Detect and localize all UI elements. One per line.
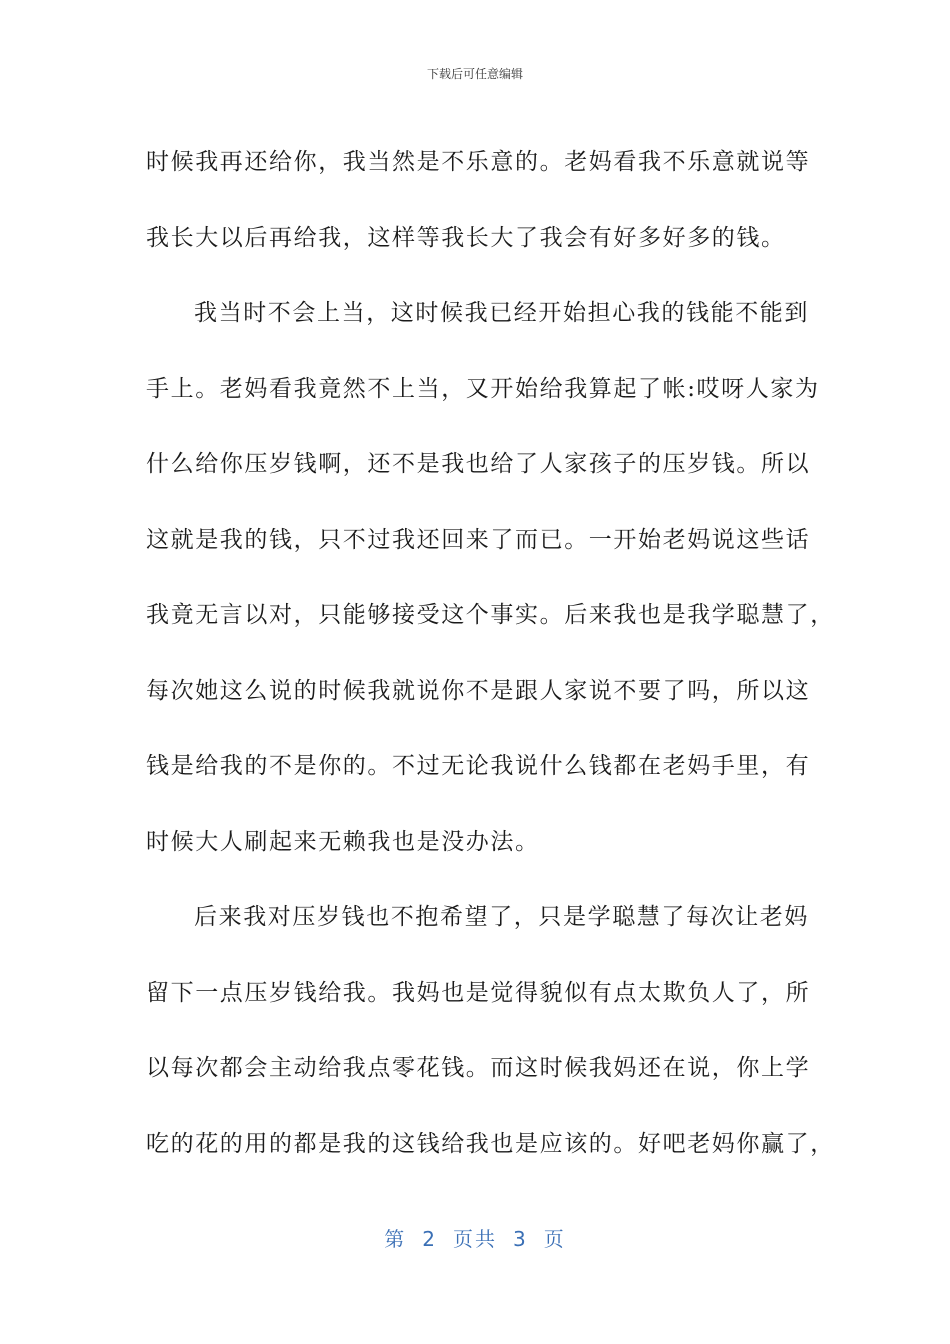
footer-middle: 页共	[453, 1227, 497, 1251]
text-line: 我竟无言以对，只能够接受这个事实。后来我也是我学聪慧了，	[146, 602, 835, 628]
text-line: 什么给你压岁钱啊，还不是我也给了人家孩子的压岁钱。所以	[146, 451, 811, 477]
text-line: 时候大人刷起来无赖我也是没办法。	[146, 828, 540, 855]
body-text	[146, 125, 835, 1182]
page-footer	[0, 1226, 950, 1252]
page-header	[0, 66, 950, 82]
text-line: 手上。老妈看我竟然不上当，又开始给我算起了帐:哎呀人家为	[146, 375, 820, 402]
text-line: 留下一点压岁钱给我。我妈也是觉得貌似有点太欺负人了，所	[146, 979, 811, 1006]
footer-current-page: 2	[422, 1227, 437, 1251]
paragraph-start-line: 我当时不会上当，这时候我已经开始担心我的钱能不能到	[194, 300, 809, 326]
text-line: 以每次都会主动给我点零花钱。而这时候我妈还在说，你上学	[146, 1055, 811, 1081]
header-text: 下载后可任意编辑	[426, 67, 523, 81]
text-line: 钱是给我的不是你的。不过无论我说什么钱都在老妈手里，有	[146, 753, 811, 779]
text-line: 我长大以后再给我，这样等我长大了我会有好多好多的钱。	[146, 224, 786, 251]
footer-prefix: 第	[384, 1227, 407, 1251]
text-line: 时候我再还给你，我当然是不乐意的。老妈看我不乐意就说等	[146, 149, 811, 175]
paragraph-start-line: 后来我对压岁钱也不抱希望了，只是学聪慧了每次让老妈	[194, 904, 809, 930]
footer-total-pages: 3	[513, 1227, 528, 1251]
text-line: 每次她这么说的时候我就说你不是跟人家说不要了吗，所以这	[146, 677, 811, 704]
footer-suffix: 页	[543, 1227, 566, 1251]
text-line: 吃的花的用的都是我的这钱给我也是应该的。好吧老妈你赢了，	[146, 1130, 835, 1157]
text-line: 这就是我的钱，只不过我还回来了而已。一开始老妈说这些话	[146, 526, 811, 553]
